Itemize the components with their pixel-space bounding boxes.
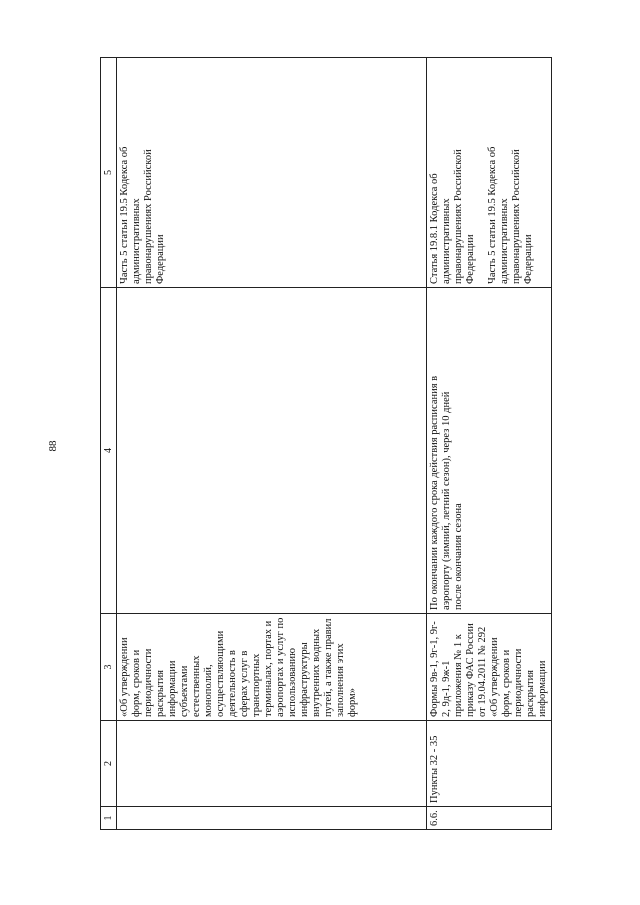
table-row <box>117 58 427 830</box>
law-paragraph: Часть 5 статьи 19.5 Кодекса об административных правонарушениях Российской Федерации <box>119 146 166 284</box>
points-cell: Пункты 32 - 35 <box>427 721 552 807</box>
row-number-cell: 6.6. <box>427 807 552 830</box>
law-paragraph: Статья 19.8.1 Кодекса об административных правонарушениях Российской Федерации <box>429 149 476 284</box>
forms-cell: Формы 9в-1, 9г-1, 9г- 2, 9д-1, 9ж-1 приложения № 1 к приказу ФАС России от 19.04.2011 № 292 «Об утверждении форм, сроков и периодичности раскрытия информации <box>427 614 552 721</box>
document-table <box>100 63 548 830</box>
law-paragraph: Часть 5 статьи 19.5 Кодекса об административных правонарушениях Российской Федерации <box>487 146 534 284</box>
header-col-5: 5 <box>101 58 117 288</box>
row-number-cell <box>117 807 427 830</box>
forms-cell: «Об утверждении форм, сроков и периодичности раскрытия информации субъектами естественных монополий, осуществляющими деятельность в сферах услуг в транспортных терминалах, портах и аэропортах и услуг по использованию инфраструктуры внутренних водных путей, а также правил заполнения этих форм» <box>117 614 427 721</box>
table-header-row <box>101 58 117 830</box>
deadline-cell: По окончании каждого срока действия расписания в аэропорту (зимний, летний сезон), через 10 дней после окончания сезона <box>427 288 552 614</box>
header-col-4: 4 <box>101 288 117 614</box>
header-col-1: 1 <box>101 807 117 830</box>
page-number: 88 <box>47 440 59 452</box>
law-cell <box>427 58 552 288</box>
header-col-2: 2 <box>101 721 117 807</box>
table-row <box>427 58 552 830</box>
points-cell <box>117 721 427 807</box>
header-col-3: 3 <box>101 614 117 721</box>
deadline-cell <box>117 288 427 614</box>
law-cell <box>117 58 427 288</box>
